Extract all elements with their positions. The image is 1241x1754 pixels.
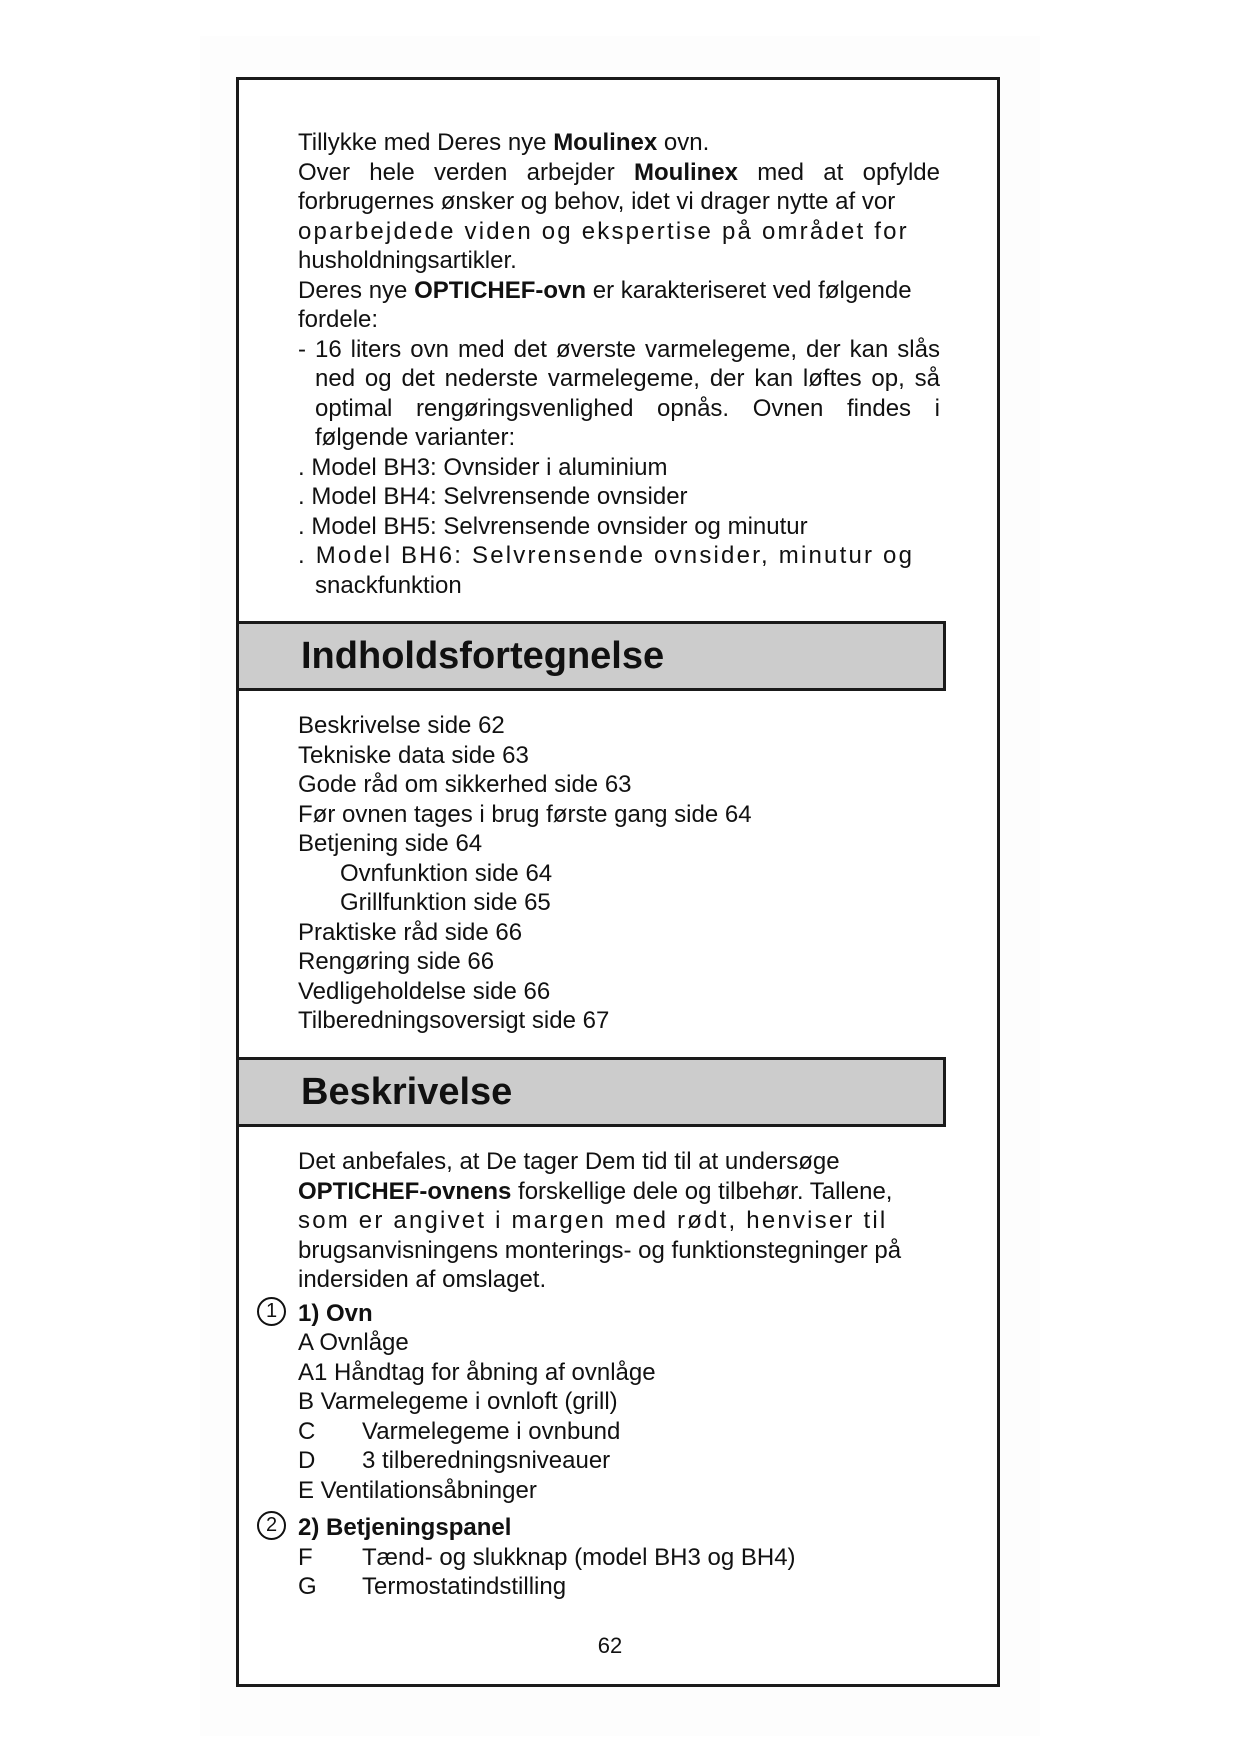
description-heading-bar	[236, 1057, 946, 1127]
part-text: Tænd- og slukknap (model BH3 og BH4)	[362, 1543, 796, 1571]
marker-1-icon: 1	[257, 1297, 286, 1326]
product-name: OPTICHEF-ovn	[414, 276, 587, 304]
model-item: . Model BH5: Selvrensende ovnsider og minutur	[298, 512, 808, 540]
toc-item: Betjening side 64	[298, 830, 483, 857]
part-item	[298, 1446, 940, 1476]
model-item-bh6-cont: snackfunktion	[315, 571, 462, 599]
part-text: Varmelegeme i ovnbund	[362, 1417, 621, 1445]
toc-heading: Indholdsfortegnelse	[301, 635, 665, 677]
part-item	[298, 1543, 940, 1573]
description-line-3: som er angivet i margen med rødt, henviser til	[298, 1207, 888, 1234]
intro-paragraph-2-end: husholdningsartikler.	[298, 247, 517, 274]
toc-heading-bar	[236, 621, 946, 691]
part-item: B Varmelegeme i ovnloft (grill)	[298, 1388, 618, 1415]
toc-subitem: Grillfunktion side 65	[340, 889, 551, 916]
part-label: C	[298, 1417, 316, 1445]
part-label: D	[298, 1447, 316, 1474]
intro-section	[298, 128, 940, 600]
description-section	[265, 1147, 940, 1602]
description-line-2: OPTICHEF-ovnens forskellige dele og tilbehør. Tallene,	[298, 1177, 893, 1205]
marker-2-icon: 2	[257, 1511, 286, 1540]
toc-item: Før ovnen tages i brug første gang side 64	[298, 800, 752, 828]
intro-line-1: Tillykke med Deres nye Moulinex ovn.	[298, 129, 710, 156]
description-line-1: Det anbefales, at De tager Dem tid til at undersøge	[298, 1148, 840, 1175]
page-number: 62	[597, 1633, 623, 1658]
intro-paragraph-3: Deres nye OPTICHEF-ovn er karakteriseret ved følgende fordele:	[298, 276, 912, 333]
toc-item: Tilberedningsoversigt side 67	[298, 1007, 610, 1034]
description-line-4: brugsanvisningens monterings- og funktionstegninger på indersiden af omslaget.	[298, 1236, 902, 1293]
product-name-2: OPTICHEF-ovnens	[298, 1177, 512, 1205]
toc-item: Vedligeholdelse side 66	[298, 977, 551, 1005]
model-item-bh6: . Model BH6: Selvrensende ovnsider, minutur og	[298, 542, 915, 569]
description-heading: Beskrivelse	[301, 1071, 513, 1113]
toc-item: Rengøring side 66	[298, 948, 495, 975]
intro-paragraph-2-wide: oparbejdede viden og ekspertise på området for	[298, 217, 909, 245]
toc-item: Praktiske råd side 66	[298, 918, 523, 946]
section-control-panel-title: 2) Betjeningspanel	[298, 1514, 512, 1541]
toc-item: Tekniske data side 63	[298, 741, 529, 769]
part-label: F	[298, 1543, 313, 1571]
intro-bullet: - 16 liters ovn med det øverste varmelegeme, der kan slås ned og det nederste varmelegeme, der kan løftes op, så optimal rengøringsvenlighed opnås. Ovnen findes i følgende varianter:	[298, 335, 940, 451]
part-item	[298, 1417, 940, 1447]
section-control-panel	[265, 1513, 940, 1543]
toc-item: Beskrivelse side 62	[298, 712, 505, 739]
model-item: . Model BH4: Selvrensende ovnsider	[298, 483, 688, 510]
part-item: E Ventilationsåbninger	[298, 1476, 537, 1504]
part-item: A Ovnlåge	[298, 1329, 409, 1356]
part-text: Termostatindstilling	[362, 1573, 567, 1600]
toc-list	[298, 711, 940, 1036]
toc-subitem: Ovnfunktion side 64	[340, 859, 553, 887]
part-item	[298, 1572, 940, 1602]
toc-item: Gode råd om sikkerhed side 63	[298, 771, 632, 798]
intro-paragraph-2: Over hele verden arbejder Moulinex med at opfylde forbrugernes ønsker og behov, idet vi drager nytte af vor	[298, 158, 940, 215]
part-item: A1 Håndtag for åbning af ovnlåge	[298, 1358, 656, 1386]
brand-name: Moulinex	[553, 129, 658, 156]
part-text: 3 tilberedningsniveauer	[362, 1447, 611, 1474]
section-oven	[265, 1299, 940, 1329]
brand-name-2: Moulinex	[634, 158, 739, 186]
section-oven-title: 1) Ovn	[298, 1299, 373, 1327]
part-label: G	[298, 1573, 317, 1600]
model-item: . Model BH3: Ovnsider i aluminium	[298, 453, 668, 481]
